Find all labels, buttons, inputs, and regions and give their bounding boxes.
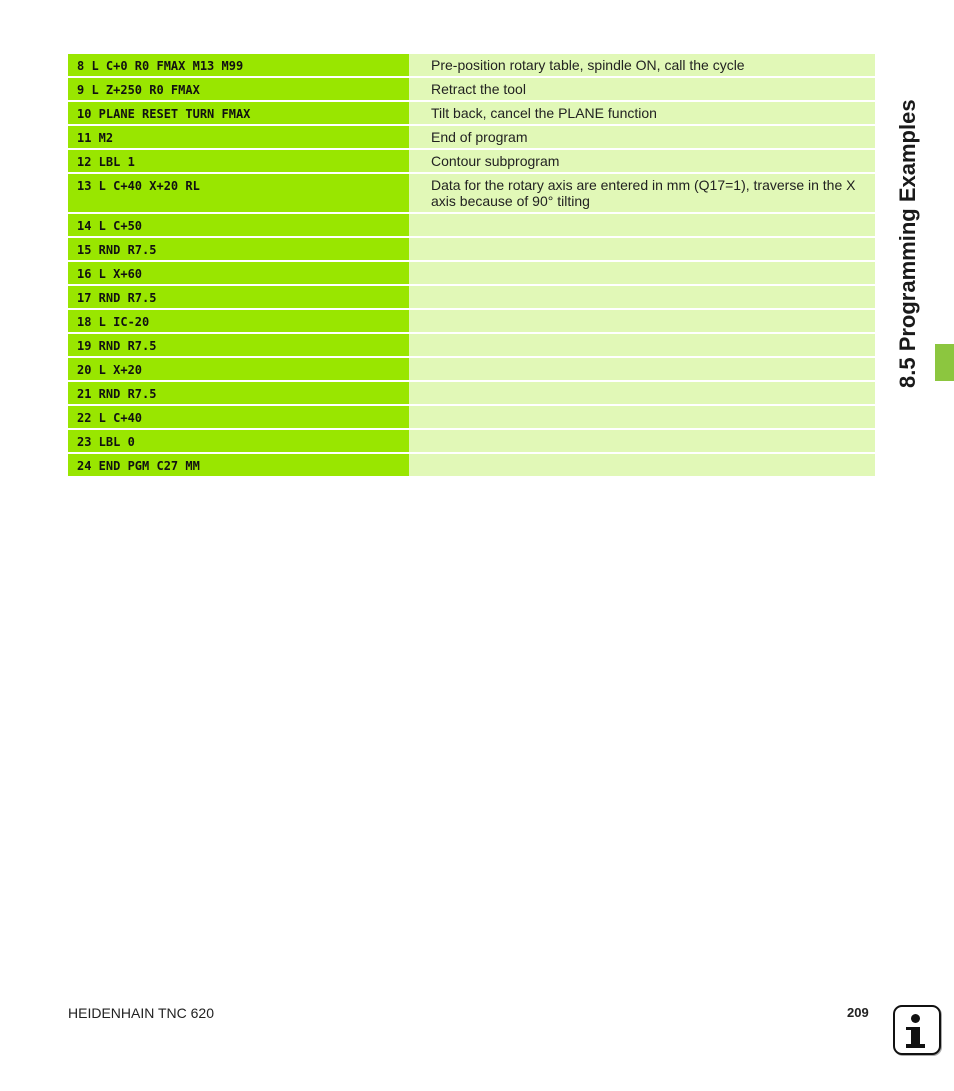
table-row	[68, 174, 875, 212]
table-row	[68, 454, 875, 476]
description-cell: Pre-position rotary table, spindle ON, call the cycle	[409, 54, 875, 76]
nc-code-cell: 9 L Z+250 R0 FMAX	[68, 78, 409, 100]
nc-code-cell: 11 M2	[68, 126, 409, 148]
description-cell	[409, 310, 875, 332]
description-cell: Contour subprogram	[409, 150, 875, 172]
nc-code-cell: 12 LBL 1	[68, 150, 409, 172]
info-icon-dot	[911, 1014, 920, 1023]
page-number: 209	[847, 1005, 869, 1020]
nc-code-cell: 24 END PGM C27 MM	[68, 454, 409, 476]
table-row	[68, 262, 875, 284]
nc-code-cell: 16 L X+60	[68, 262, 409, 284]
description-cell: Tilt back, cancel the PLANE function	[409, 102, 875, 124]
description-cell	[409, 406, 875, 428]
table-row	[68, 382, 875, 404]
description-cell: Data for the rotary axis are entered in mm (Q17=1), traverse in the X axis because of 90° tilting	[409, 174, 875, 212]
description-cell	[409, 286, 875, 308]
description-cell	[409, 262, 875, 284]
table-row	[68, 126, 875, 148]
table-row	[68, 334, 875, 356]
nc-code-cell: 23 LBL 0	[68, 430, 409, 452]
nc-code-cell: 8 L C+0 R0 FMAX M13 M99	[68, 54, 409, 76]
table-row	[68, 214, 875, 236]
description-cell	[409, 334, 875, 356]
description-cell	[409, 430, 875, 452]
table-row	[68, 54, 875, 76]
table-row	[68, 286, 875, 308]
description-cell	[409, 214, 875, 236]
description-cell	[409, 382, 875, 404]
nc-code-cell: 17 RND R7.5	[68, 286, 409, 308]
table-row	[68, 150, 875, 172]
nc-code-cell: 15 RND R7.5	[68, 238, 409, 260]
nc-code-cell: 18 L IC-20	[68, 310, 409, 332]
nc-code-cell: 20 L X+20	[68, 358, 409, 380]
nc-code-cell: 19 RND R7.5	[68, 334, 409, 356]
table-row	[68, 430, 875, 452]
table-row	[68, 358, 875, 380]
chapter-side-title: 8.5 Programming Examples	[895, 99, 920, 388]
nc-code-cell: 13 L C+40 X+20 RL	[68, 174, 409, 212]
nc-code-cell: 21 RND R7.5	[68, 382, 409, 404]
table-row	[68, 78, 875, 100]
table-row	[68, 102, 875, 124]
description-cell	[409, 358, 875, 380]
description-cell	[409, 238, 875, 260]
program-table	[68, 54, 875, 478]
footer-brand: HEIDENHAIN TNC 620	[68, 1005, 215, 1021]
table-row	[68, 238, 875, 260]
info-icon	[893, 1005, 941, 1055]
description-cell	[409, 454, 875, 476]
table-row	[68, 406, 875, 428]
table-row	[68, 310, 875, 332]
info-icon-base	[906, 1044, 925, 1048]
description-cell: End of program	[409, 126, 875, 148]
description-cell: Retract the tool	[409, 78, 875, 100]
nc-code-cell: 10 PLANE RESET TURN FMAX	[68, 102, 409, 124]
nc-code-cell: 14 L C+50	[68, 214, 409, 236]
nc-code-cell: 22 L C+40	[68, 406, 409, 428]
